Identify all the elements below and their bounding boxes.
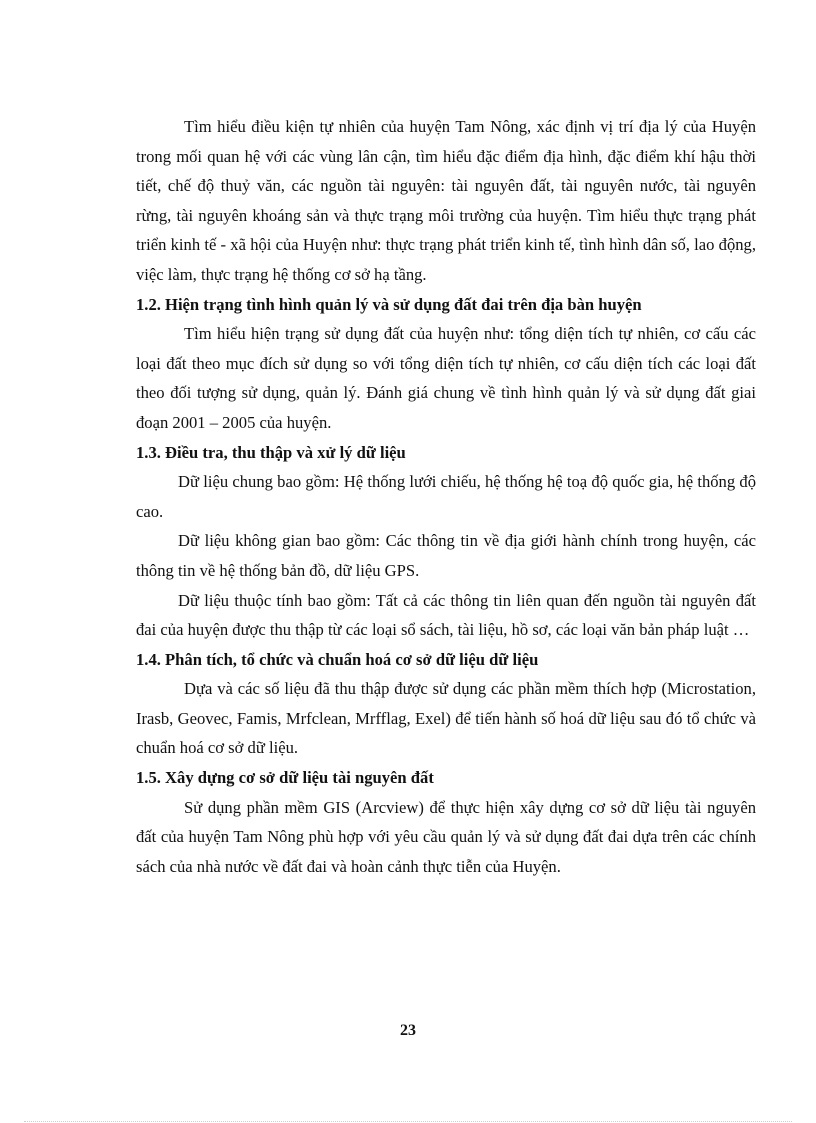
section-heading-1-4: 1.4. Phân tích, tổ chức và chuẩn hoá cơ sở dữ liệu dữ liệu: [136, 649, 539, 669]
section-heading-1-3: 1.3. Điều tra, thu thập và xử lý dữ liệu: [136, 442, 406, 462]
section-heading-1-5: 1.5. Xây dựng cơ sở dữ liệu tài nguyên đất: [136, 768, 434, 788]
paragraph-land-use-status: Tìm hiểu hiện trạng sử dụng đất của huyện như: tổng diện tích tự nhiên, cơ cấu các loại đất theo mục đích sử dụng so với tổng diện tích tự nhiên, cơ cấu diện tích các loại đất theo đối tượng sử dụng, quản lý. Đánh giá chung về tình hình quản lý và sử dụng đất giai đoạn 2001 – 2005 của huyện.: [136, 324, 756, 432]
paragraph-data-standardization: Dựa và các số liệu đã thu thập được sử dụng các phần mềm thích hợp (Microstation, Irasb, Geovec, Famis, Mrfclean, Mrfflag, Exel) để tiến hành số hoá dữ liệu sau đó tổ chức và chuẩn hoá cơ sở dữ liệu.: [136, 679, 756, 758]
document-page: [136, 112, 756, 881]
page-number: 23: [400, 1022, 416, 1039]
section-heading-1-2: 1.2. Hiện trạng tình hình quản lý và sử dụng đất đai trên địa bàn huyện: [136, 294, 642, 314]
page-bottom-divider: [24, 1121, 792, 1122]
paragraph-gis-database: Sử dụng phần mềm GIS (Arcview) để thực hiện xây dựng cơ sở dữ liệu tài nguyên đất của huyện Tam Nông phù hợp với yêu cầu quản lý và sử dụng đất đai dựa trên các chính sách của nhà nước về đất đai và hoàn cảnh thực tiễn của Huyện.: [136, 797, 756, 876]
paragraph-general-data: Dữ liệu chung bao gồm: Hệ thống lưới chiếu, hệ thống hệ toạ độ quốc gia, hệ thống độ cao.: [136, 472, 756, 521]
paragraph-natural-conditions: Tìm hiểu điều kiện tự nhiên của huyện Tam Nông, xác định vị trí địa lý của Huyện trong mối quan hệ với các vùng lân cận, tìm hiểu đặc điểm địa hình, đặc điểm khí hậu thời tiết, chế độ thuỷ văn, các nguồn tài nguyên: tài nguyên đất, tài nguyên nước, tài nguyên rừng, tài nguyên khoáng sản và thực trạng môi trường của huyện. Tìm hiểu thực trạng phát triển kinh tế - xã hội của Huyện như: thực trạng phát triển kinh tế, tình hình dân số, lao động, việc làm, thực trạng hệ thống cơ sở hạ tầng.: [136, 117, 756, 284]
paragraph-spatial-data: Dữ liệu không gian bao gồm: Các thông tin về địa giới hành chính trong huyện, các thông tin về hệ thống bản đồ, dữ liệu GPS.: [136, 531, 756, 580]
paragraph-attribute-data: Dữ liệu thuộc tính bao gồm: Tất cả các thông tin liên quan đến nguồn tài nguyên đất đai của huyện được thu thập từ các loại sổ sách, tài liệu, hồ sơ, các loại văn bản pháp luật …: [136, 590, 756, 640]
